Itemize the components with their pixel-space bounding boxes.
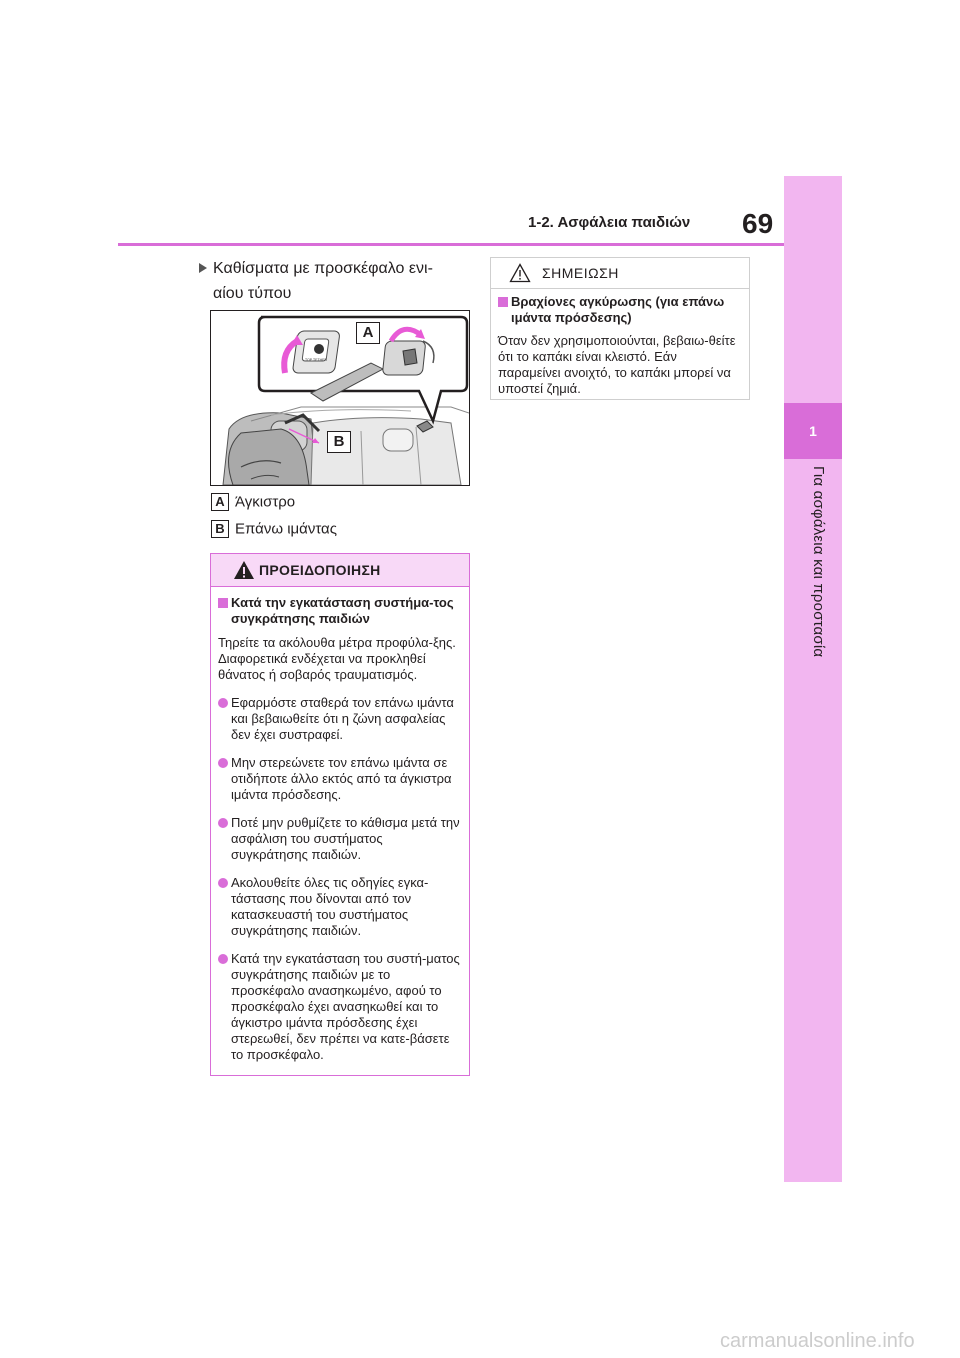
legend-key-b: B xyxy=(211,520,229,538)
chapter-title: Για ασφάλεια και προστασία xyxy=(810,466,827,658)
callout-a-label xyxy=(356,322,380,344)
seat-tether-illustration xyxy=(210,310,470,486)
illustration-drawing xyxy=(211,311,469,485)
chapter-side-tab xyxy=(784,176,842,1182)
section-title: 1-2. Ασφάλεια παιδιών xyxy=(528,214,691,231)
warning-triangle-icon xyxy=(233,560,255,580)
notice-text: Όταν δεν χρησιμοποιούνται, βεβαιω-θείτε ότι το καπάκι είναι κλειστό. Εάν παραμείνει ανοιχτό, το καπάκι μπορεί να υποστεί ζημιά. xyxy=(498,333,736,396)
warning-item-text: Μην στερεώνετε τον επάνω ιμάντα σε οτιδήποτε άλλο εκτός από τα άγκιστρα ιμάντα πρόσδεσης. xyxy=(231,755,452,802)
warning-box xyxy=(210,553,470,1076)
legend-item-b xyxy=(211,520,337,538)
callout-a-text: A xyxy=(362,324,374,341)
warning-item-text: Ποτέ μην ρυθμίζετε το κάθισμα μετά την ασφάλιση του συστήματος συγκράτησης παιδιών. xyxy=(231,815,460,862)
legend-item-a xyxy=(211,493,295,511)
section-heading xyxy=(213,256,473,306)
warning-item xyxy=(218,815,461,863)
notice-box xyxy=(490,257,750,400)
circle-bullet-icon xyxy=(218,878,228,888)
circle-bullet-icon xyxy=(218,758,228,768)
legend-label-b: Επάνω ιμάντας xyxy=(235,520,337,538)
heading-line-1: Καθίσματα με προσκέφαλο ενι- xyxy=(213,260,433,277)
caution-outline-icon xyxy=(509,263,531,283)
circle-bullet-icon xyxy=(218,698,228,708)
warning-subheading-text: Κατά την εγκατάσταση συστήμα-τος συγκράτησης παιδιών xyxy=(231,595,454,626)
notice-subheading-text: Βραχίονες αγκύρωσης (για επάνω ιμάντα πρόσδεσης) xyxy=(511,294,725,325)
warning-title: ΠΡΟΕΙΔΟΠΟΙΗΣΗ xyxy=(259,562,381,578)
warning-item xyxy=(218,875,461,939)
warning-item xyxy=(218,695,461,743)
circle-bullet-icon xyxy=(218,954,228,964)
warning-item-text: Κατά την εγκατάσταση του συστή-ματος συγκράτησης παιδιών με το προσκέφαλο ανασηκωμένο, αφού το προσκέφαλο έχει ανασηκωθεί και το άγκιστρο ιμάντα πρόσδεσης έχει στερεωθεί, δεν πρέπει να κατε-βάσετε το προσκέφαλο. xyxy=(231,951,460,1062)
callout-b-label xyxy=(327,431,351,453)
warning-item xyxy=(218,951,461,1063)
page-number: 69 xyxy=(742,208,774,239)
notice-subheading xyxy=(498,294,741,326)
notice-header xyxy=(491,258,749,289)
legend-label-a: Άγκιστρο xyxy=(235,493,296,511)
callout-b-text: B xyxy=(333,433,345,450)
header-rule xyxy=(118,243,784,246)
warning-item xyxy=(218,755,461,803)
tag-text: TOP TETHER xyxy=(305,358,327,362)
warning-intro: Τηρείτε τα ακόλουθα μέτρα προφύλα-ξης. Διαφορετικά ενδέχεται να προκληθεί θάνατος ή σοβαρός τραυματισμός. xyxy=(218,635,456,682)
heading-line-2: αίου τύπου xyxy=(213,285,292,302)
circle-bullet-icon xyxy=(218,818,228,828)
warning-item-text: Ακολουθείτε όλες τις οδηγίες εγκα-τάστασης που δίνονται από τον κατασκευαστή του συστήματος συγκράτησης παιδιών. xyxy=(231,875,429,938)
triangle-bullet-icon xyxy=(199,263,207,273)
warning-header xyxy=(211,554,469,587)
legend-key-a: A xyxy=(211,493,229,511)
warning-item-text: Εφαρμόστε σταθερά τον επάνω ιμάντα και βεβαιωθείτε ότι η ζώνη ασφαλείας δεν έχει συστραφεί. xyxy=(231,695,454,742)
warning-subheading xyxy=(218,595,461,627)
square-bullet-icon xyxy=(218,598,228,608)
square-bullet-icon xyxy=(498,297,508,307)
notice-title: ΣΗΜΕΙΩΣΗ xyxy=(542,265,619,281)
footer-watermark[interactable]: carmanualsonline.info xyxy=(720,1330,915,1352)
warning-body xyxy=(211,587,469,1063)
chapter-number: 1 xyxy=(809,423,817,439)
chapter-number-tab[interactable] xyxy=(784,403,842,459)
notice-body xyxy=(491,289,749,397)
